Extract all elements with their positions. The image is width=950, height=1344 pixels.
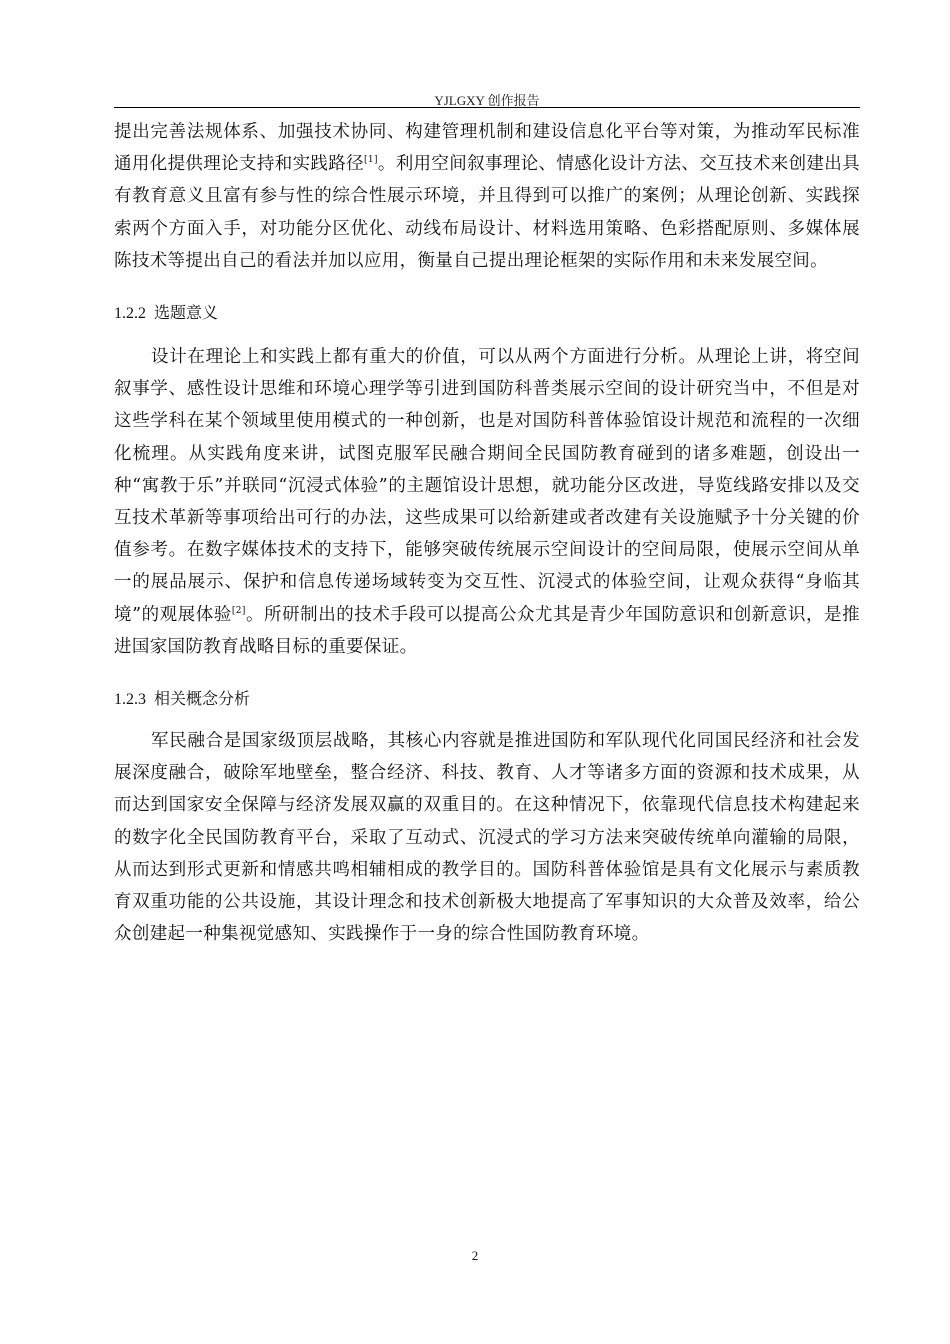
section-heading-1-2-2: [114, 302, 860, 325]
concept-paragraph: 军民融合是国家级顶层战略，其核心内容就是推进国防和军队现代化同国民经济和社会发展深度融合，破除军地壁垒，整合经济、科技、教育、人才等诸多方面的资源和技术成果，从而达到国家安全保障与经济发展双赢的双重目的。在这种情况下，依靠现代信息技术构建起来的数字化全民国防教育平台，采取了互动式、沉浸式的学习方法来突破传统单向灌输的局限，从而达到形式更新和情感共鸣相辅相成的教学目的。国防科普体验馆是具有文化展示与素质教育双重功能的公共设施，其设计理念和技术创新极大地提高了军事知识的大众普及效率，给公众创建起一种集视觉感知、实践操作于一身的综合性国防教育环境。: [114, 731, 860, 945]
header-divider: [114, 107, 860, 108]
citation-ref-2[interactable]: [2]: [231, 605, 246, 616]
significance-text-part-1: 设计在理论上和实践上都有重大的价值，可以从两个方面进行分析。从理论上讲，将空间叙事学、感性设计思维和环境心理学等引进到国防科普类展示空间的设计研究当中，不但是对这些学科在某个领域里使用模式的一种创新，也是对国防科普体验馆设计规范和流程的一次细化梳理。从实践角度来讲，试图克服军民融合期间全民国防教育碰到的诸多难题，创设出一种“寓教于乐”并联同“沉浸式体验”的主题馆设计思想，就功能分区改进，导览线路安排以及交互技术革新等事项给出可行的办法，这些成果可以给新建或者改建有关设施赋予十分关键的价值参考。在数字媒体技术的支持下，能够突破传统展示空间设计的空间局限，使展示空间从单一的展品展示、保护和信息传递场域转变为交互性、沉浸式的体验空间，让观众获得“身临其境”的观展体验: [114, 347, 860, 625]
section-heading-1-2-3: [114, 688, 860, 711]
intro-text-part-1: 提出完善法规体系、加强技术协同、构建管理机制和建设信息化平台等对策，为推动军民标准通用化提供理论支持和实践路径: [114, 122, 860, 175]
citation-ref-1[interactable]: [1]: [364, 155, 378, 166]
section-number: 1.2.3: [114, 691, 146, 709]
page-number: 2: [471, 1248, 479, 1263]
intro-paragraph: [114, 116, 860, 277]
section-number: 1.2.2: [114, 305, 146, 323]
document-body: [114, 116, 860, 950]
intro-text-part-2: 。利用空间叙事理论、情感化设计方法、交互技术来创建出具有教育意义且富有参与性的综合性展示环境，并且得到可以推广的案例；从理论创新、实践探索两个方面入手，对功能分区优化、动线布局设计、材料选用策略、色彩搭配原则、多媒体展陈技术等提出自己的看法并加以应用，衡量自己提出理论框架的实际作用和未来发展空间。: [114, 154, 860, 271]
running-header: YJLGXY 创作报告: [434, 93, 540, 108]
section-title: 相关概念分析: [154, 689, 251, 709]
significance-paragraph: [114, 341, 860, 663]
section-title: 选题意义: [154, 303, 219, 323]
significance-text-part-2: 。所研制出的技术手段可以提高公众尤其是青少年国防意识和创新意识，是推进国家国防教育战略目标的重要保证。: [114, 604, 860, 657]
